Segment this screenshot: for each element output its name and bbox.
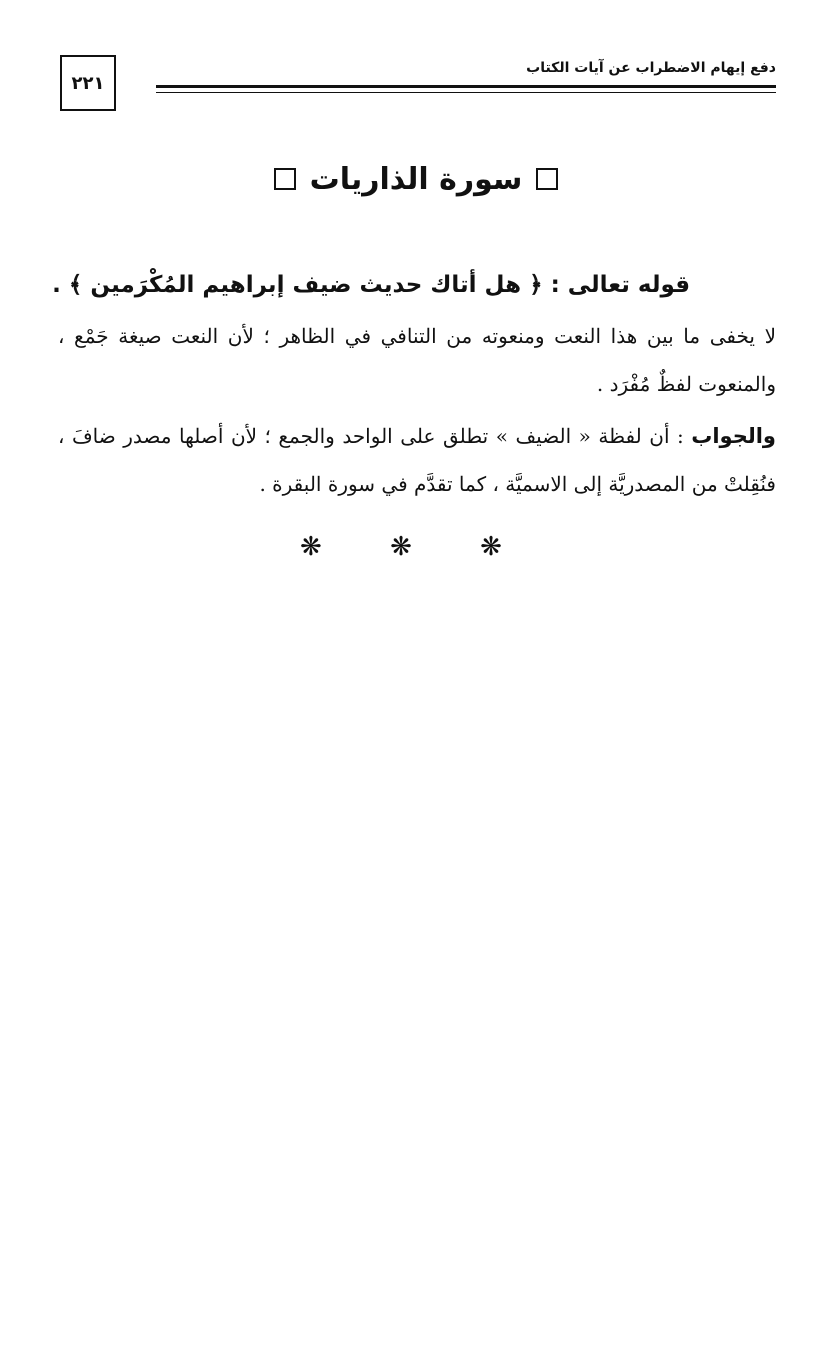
verse-end: . <box>52 272 61 298</box>
verse-line <box>52 258 776 312</box>
section-title: سورة الذاريات <box>309 162 523 197</box>
page-number-text: ٢٢١ <box>71 72 105 94</box>
problem-paragraph: لا يخفى ما بين هذا النعت ومنعوته من التنافي في الظاهر ؛ لأن النعت صيغة جَمْع ، والمنعوت لفظٌ مُفْرَد . <box>58 324 776 396</box>
header-rule-thin <box>156 92 776 93</box>
square-ornament-icon <box>536 168 558 190</box>
section-heading <box>0 162 832 197</box>
verse-intro: قوله تعالى : <box>550 272 690 298</box>
running-title: دفع إيهام الاضطراب عن آيات الكتاب <box>526 60 776 76</box>
main-text <box>52 258 776 508</box>
verse-open-bracket: ﴿ <box>529 272 543 298</box>
verse-close-bracket: ﴾ <box>68 272 83 298</box>
section-separator: ❋ ❋ ❋ <box>300 532 532 562</box>
square-ornament-icon <box>274 168 296 190</box>
page-number <box>60 55 116 111</box>
answer-label: والجواب <box>691 424 776 448</box>
header-rule-thick <box>156 85 776 88</box>
answer-paragraph <box>58 412 776 508</box>
verse-text: هل أتاك حديث ضيف إبراهيم المُكْرَمين <box>90 272 522 298</box>
answer-text: : أن لفظة « الضيف » تطلق على الواحد والجمع ؛ لأن أصلها مصدر ضافَ ، فنُقِلتْ من المصدريَّة إلى الاسميَّة ، كما تقدَّم في سورة البقرة . <box>58 424 776 496</box>
